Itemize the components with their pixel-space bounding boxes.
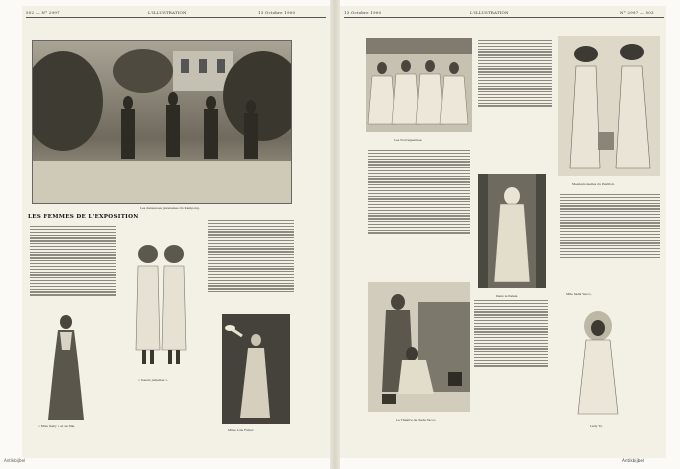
- right-header-title: L'ILLUSTRATION: [470, 10, 509, 15]
- caption-pavilion-ladies: Mesdemoiselles du Pavillon.: [572, 182, 615, 186]
- photo-norwegian-women: [366, 38, 472, 132]
- text-column-5: [474, 300, 548, 368]
- text-column-4: [368, 150, 470, 235]
- left-header-title: L'ILLUSTRATION: [148, 10, 187, 15]
- left-header-left: 502 — N° 2997: [26, 10, 60, 15]
- caption-sada-yacco: Mlle Sada Yacco.: [566, 292, 592, 296]
- text-column-3: [478, 40, 552, 108]
- caption-loie-fuller: Mme Loïe Fuller.: [228, 428, 254, 432]
- caption-theatre-scene: Le Théâtre de Sada Yacco.: [396, 418, 437, 422]
- caption-dancers: Les danseuses javanaises du Kampong.: [140, 206, 200, 210]
- photo-twin-sisters: [126, 242, 196, 372]
- caption-twin-sisters: « Sœurs jumelles ».: [138, 378, 169, 382]
- article-heading: LES FEMMES DE L'EXPOSITION: [28, 214, 139, 220]
- text-column-2: [208, 220, 294, 294]
- photo-lady-portrait: [568, 310, 628, 420]
- caption-norwegian-women: Les Norvégiennes.: [394, 138, 423, 142]
- left-header-rule: [26, 17, 326, 18]
- photo-loie-fuller: [222, 314, 290, 424]
- spread-gutter: [330, 0, 340, 469]
- right-header-pageno: N° 2997 — 503: [620, 10, 654, 15]
- footer-watermark-left: Antikbijbel: [4, 458, 26, 463]
- photo-javanese-dancers: [32, 40, 292, 204]
- text-column-6: [560, 194, 660, 259]
- caption-lady-ty: Lady Ty.: [590, 424, 603, 428]
- right-header-rule: [344, 17, 664, 18]
- text-column-1: [30, 226, 116, 297]
- caption-miss-gaby: « Miss Gaby » et sa fille.: [38, 424, 76, 428]
- photo-woman-dark-dress: [38, 310, 94, 424]
- photo-veiled-woman: [478, 174, 546, 288]
- right-header-date: 13 Octobre 1900: [344, 10, 382, 15]
- left-header-date: 13 Octobre 1900: [258, 10, 296, 15]
- caption-palace: Dans le Palais.: [496, 294, 519, 298]
- photo-two-ladies: [558, 36, 660, 176]
- photo-theatre-scene: [368, 282, 470, 412]
- footer-watermark-right: Antikbijbel: [622, 458, 645, 463]
